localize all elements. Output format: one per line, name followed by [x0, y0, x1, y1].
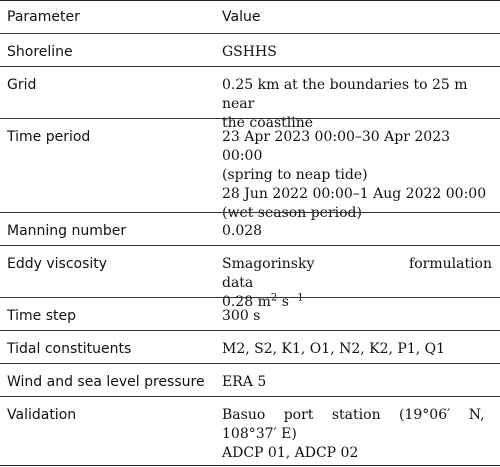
- param-eddy-viscosity: Eddy viscosity: [7, 256, 108, 272]
- table-header-row: [0, 0, 500, 34]
- param-tidal-constituents: Tidal constituents: [7, 341, 132, 357]
- units-prefix: 0.28 m: [222, 294, 271, 310]
- value-line: (spring to neap tide): [222, 167, 368, 183]
- value-time-step: [222, 307, 492, 326]
- value-manning-number: [222, 222, 492, 241]
- value-validation: [222, 406, 492, 463]
- value-line: Smagorinsky formulation data: [222, 256, 492, 291]
- param-wind-pressure: Wind and sea level pressure: [7, 374, 205, 390]
- param-grid: Grid: [7, 77, 37, 93]
- units-mid: s: [277, 294, 289, 310]
- value-line: GSHHS: [222, 44, 277, 60]
- table-row-wind-pressure: [0, 363, 500, 397]
- param-manning-number: Manning number: [7, 223, 127, 239]
- value-line: M2, S2, K1, O1, N2, K2, P1, Q1: [222, 341, 446, 357]
- table-row-time-step: [0, 297, 500, 331]
- value-line: 300 s: [222, 308, 261, 324]
- param-shoreline: Shoreline: [7, 44, 73, 60]
- table-row-validation: [0, 396, 500, 466]
- value-line: 28 Jun 2022 00:00–1 Aug 2022 00:00: [222, 186, 487, 202]
- value-line: ADCP 01, ADCP 02: [222, 445, 359, 461]
- param-time-period: Time period: [7, 129, 91, 145]
- table-row-time-period: [0, 118, 500, 221]
- table-row-manning-number: [0, 212, 500, 246]
- value-line: 108°37′ E): [222, 426, 297, 442]
- value-line: the coastline: [222, 115, 314, 131]
- units-sup-minus-1: −1: [288, 292, 304, 304]
- header-value: Value: [222, 9, 261, 25]
- param-time-step: Time step: [7, 308, 76, 324]
- table-row-grid: [0, 66, 500, 131]
- value-shoreline: [222, 43, 492, 62]
- table-row-eddy-viscosity: [0, 245, 500, 310]
- value-wind-pressure: [222, 373, 492, 392]
- value-time-period: [222, 128, 492, 223]
- value-line: ERA 5: [222, 374, 267, 390]
- units-sup-2: 2: [270, 292, 278, 304]
- table-row-shoreline: [0, 33, 500, 67]
- param-validation: Validation: [7, 407, 77, 423]
- value-line: 23 Apr 2023 00:00–30 Apr 2023 00:00: [222, 129, 451, 164]
- value-line: Basuo port station (19°06′ N,: [222, 407, 485, 423]
- value-line: 0.028: [222, 223, 263, 239]
- value-tidal-constituents: [222, 340, 492, 359]
- table-row-tidal-constituents: [0, 330, 500, 364]
- value-line: (wet season period): [222, 205, 362, 221]
- value-line: 0.25 km at the boundaries to 25 m near: [222, 77, 468, 112]
- header-parameter: Parameter: [7, 9, 80, 25]
